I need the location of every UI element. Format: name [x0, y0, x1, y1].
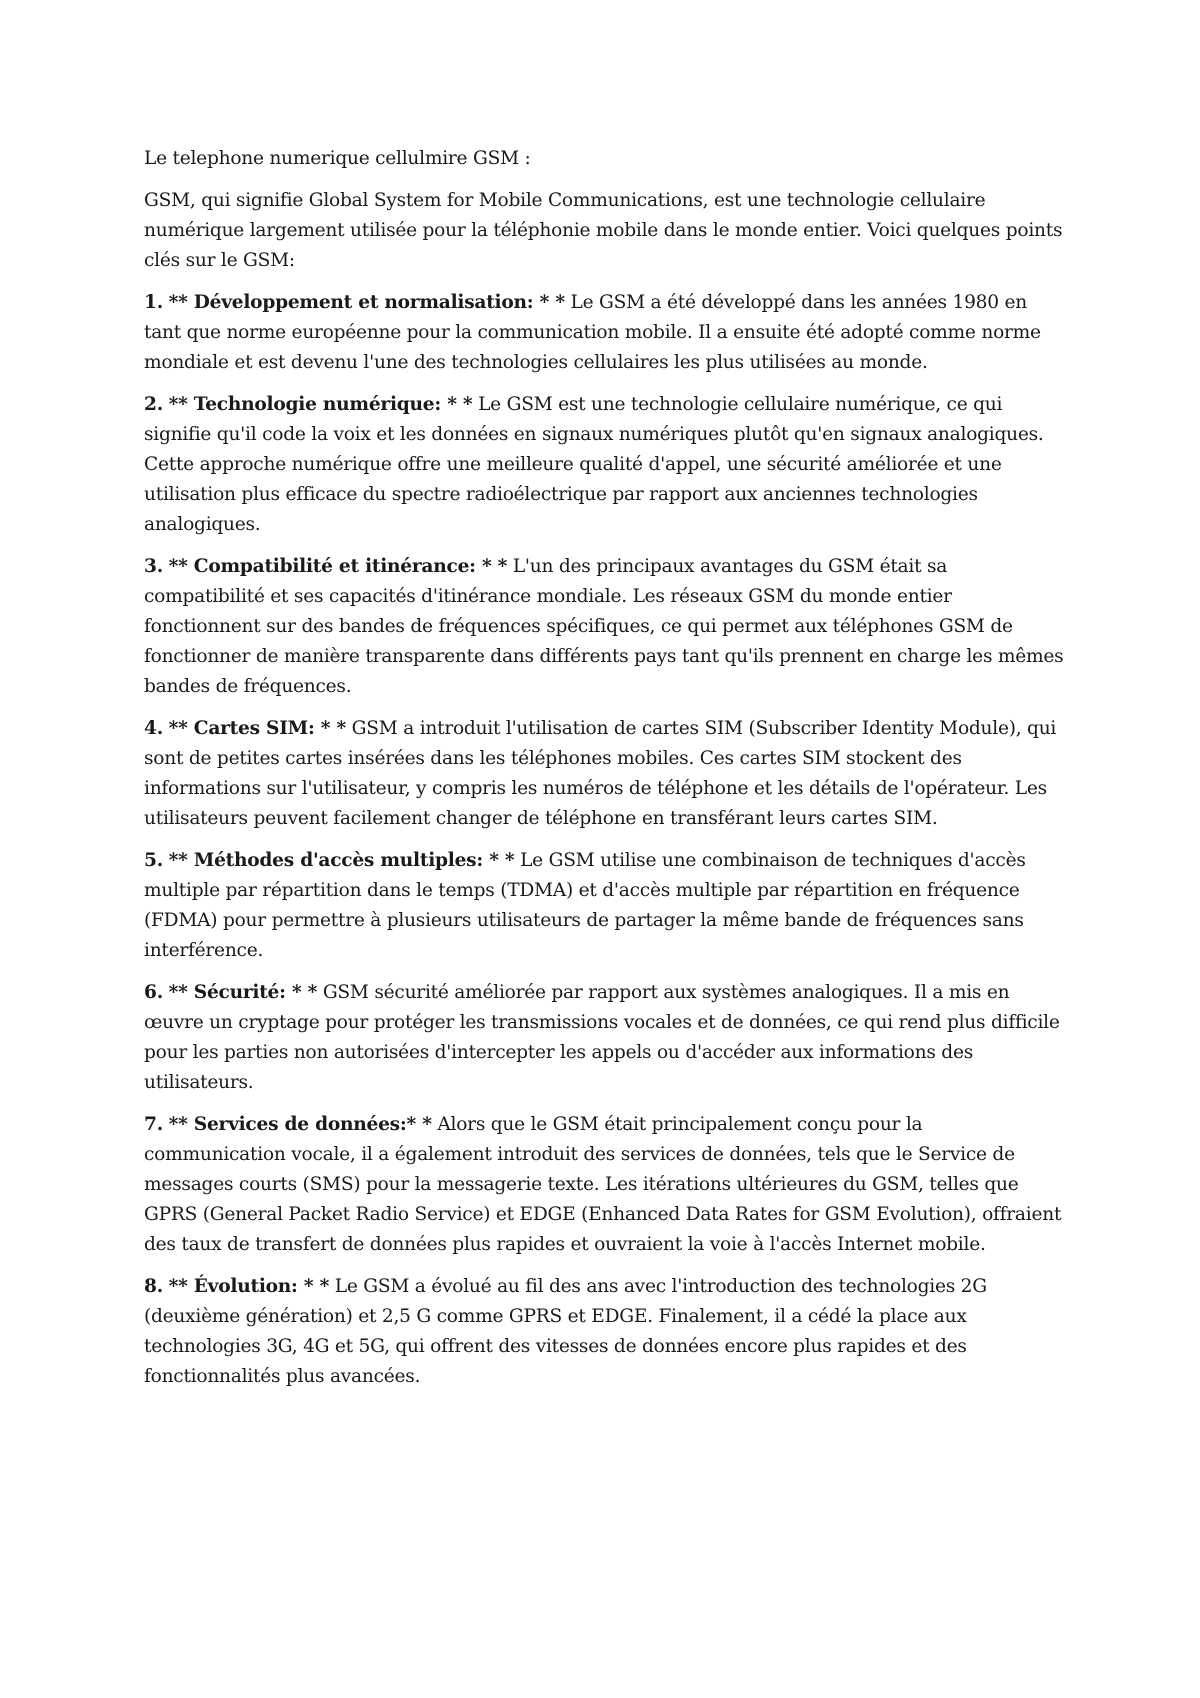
point-heading: ** Méthodes d'accès multiples: * *: [168, 850, 515, 871]
point-number: 5.: [144, 850, 163, 871]
point-body: Le GSM est une technologie cellulaire numérique, ce qui signifie qu'il code la voix et les données en signaux numériques plutôt qu'en signaux analogiques. Cette approche numérique offre une meilleure qualité d'appel, une sécurité améliorée et une utilisation plus efficace du spectre radioélectrique par rapport aux anciennes technologies analogiques.: [144, 394, 1044, 535]
point-heading: ** Évolution: * *: [168, 1276, 330, 1297]
point-2: [144, 390, 1068, 540]
point-number: 2.: [144, 394, 163, 415]
point-7: [144, 1110, 1068, 1260]
point-1: [144, 288, 1068, 378]
point-heading: ** Sécurité: * *: [168, 982, 318, 1003]
point-4: [144, 714, 1068, 834]
point-heading: ** Compatibilité et itinérance: * *: [168, 556, 508, 577]
point-body: Alors que le GSM était principalement conçu pour la communication vocale, il a également introduit des services de données, tels que le Service de messages courts (SMS) pour la messagerie texte. Les itérations ultérieures du GSM, telles que GPRS (General Packet Radio Service) et EDGE (Enhanced Data Rates for GSM Evolution), offraient des taux de transfert de données plus rapides et ouvraient la voie à l'accès Internet mobile.: [144, 1114, 1062, 1255]
point-body: Le GSM a évolué au fil des ans avec l'introduction des technologies 2G (deuxième génération) et 2,5 G comme GPRS et EDGE. Finalement, il a cédé la place aux technologies 3G, 4G et 5G, qui offrent des vitesses de données encore plus rapides et des fonctionnalités plus avancées.: [144, 1276, 987, 1387]
point-heading: ** Cartes SIM: * *: [168, 718, 346, 739]
point-heading: ** Technologie numérique: * *: [168, 394, 473, 415]
point-5: [144, 846, 1068, 966]
point-number: 1.: [144, 292, 163, 313]
point-body: GSM sécurité améliorée par rapport aux systèmes analogiques. Il a mis en œuvre un cryptage pour protéger les transmissions vocales et de données, ce qui rend plus difficile pour les parties non autorisées d'intercepter les appels ou d'accéder aux informations des utilisateurs.: [144, 982, 1060, 1093]
point-6: [144, 978, 1068, 1098]
point-number: 6.: [144, 982, 163, 1003]
point-body: GSM a introduit l'utilisation de cartes SIM (Subscriber Identity Module), qui sont de petites cartes insérées dans les téléphones mobiles. Ces cartes SIM stockent des informations sur l'utilisateur, y compris les numéros de téléphone et les détails de l'opérateur. Les utilisateurs peuvent facilement changer de téléphone en transférant leurs cartes SIM.: [144, 718, 1057, 829]
point-body: Le GSM utilise une combinaison de techniques d'accès multiple par répartition dans le temps (TDMA) et d'accès multiple par répartition en fréquence (FDMA) pour permettre à plusieurs utilisateurs de partager la même bande de fréquences sans interférence.: [144, 850, 1026, 961]
point-heading: ** Développement et normalisation: * *: [168, 292, 565, 313]
point-number: 8.: [144, 1276, 163, 1297]
point-8: [144, 1272, 1068, 1392]
point-number: 3.: [144, 556, 163, 577]
point-3: [144, 552, 1068, 702]
point-number: 4.: [144, 718, 163, 739]
intro-paragraph: GSM, qui signifie Global System for Mobile Communications, est une technologie cellulaire numérique largement utilisée pour la téléphonie mobile dans le monde entier. Voici quelques points clés sur le GSM:: [144, 190, 1063, 271]
point-body: L'un des principaux avantages du GSM était sa compatibilité et ses capacités d'itinérance mondiale. Les réseaux GSM du monde entier fonctionnent sur des bandes de fréquences spécifiques, ce qui permet aux téléphones GSM de fonctionner de manière transparente dans différents pays tant qu'ils prennent en charge les mêmes bandes de fréquences.: [144, 556, 1064, 697]
document-title: Le telephone numerique cellulmire GSM :: [144, 148, 531, 169]
point-body: Le GSM a été développé dans les années 1980 en tant que norme européenne pour la communication mobile. Il a ensuite été adopté comme norme mondiale et est devenu l'une des technologies cellulaires les plus utilisées au monde.: [144, 292, 1041, 373]
point-number: 7.: [144, 1114, 163, 1135]
point-heading: ** Services de données:* *: [168, 1114, 432, 1135]
